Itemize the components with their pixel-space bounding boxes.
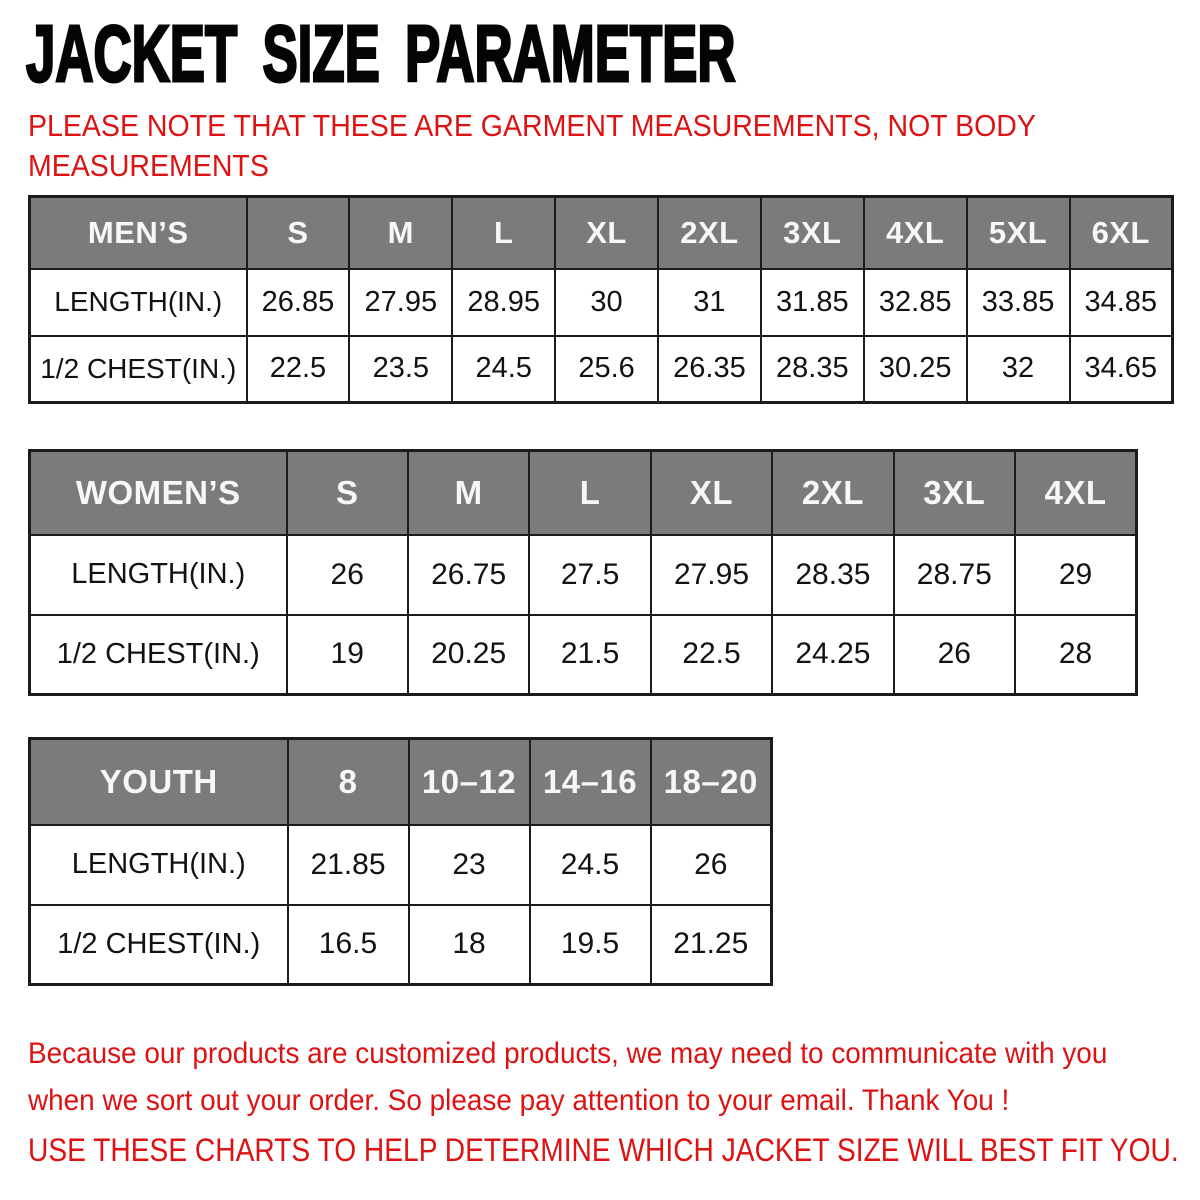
women-size-header: 3XL xyxy=(894,451,1015,535)
youth-measurement-value: 18 xyxy=(409,905,530,985)
women-measurement-value: 21.5 xyxy=(529,615,650,695)
men-measurement-value: 22.5 xyxy=(247,336,350,403)
women-size-header: 2XL xyxy=(772,451,893,535)
women-measurement-value: 26 xyxy=(287,535,408,615)
women-size-header: 4XL xyxy=(1015,451,1136,535)
men-size-header: 4XL xyxy=(864,197,967,269)
men-measurement-row xyxy=(30,336,1173,403)
note-line-1: PLEASE NOTE THAT THESE ARE GARMENT MEASUREMENTS, NOT BODY xyxy=(28,108,1036,143)
women-measurement-value: 28.75 xyxy=(894,535,1015,615)
men-measurement-row xyxy=(30,269,1173,336)
youth-measurement-value: 26 xyxy=(651,825,772,905)
youth-size-table xyxy=(28,737,773,986)
men-header-row xyxy=(30,197,1173,269)
men-size-header: 6XL xyxy=(1070,197,1173,269)
men-measurement-value: 24.5 xyxy=(452,336,555,403)
men-measurement-value: 28.95 xyxy=(452,269,555,336)
women-measurement-row xyxy=(30,615,1137,695)
men-size-header: 3XL xyxy=(761,197,864,269)
youth-row-label: LENGTH(IN.) xyxy=(30,825,288,905)
women-size-header: XL xyxy=(651,451,772,535)
women-row-label: 1/2 CHEST(IN.) xyxy=(30,615,287,695)
men-row-label: LENGTH(IN.) xyxy=(30,269,247,336)
youth-table-title: YOUTH xyxy=(30,739,288,825)
women-measurement-value: 19 xyxy=(287,615,408,695)
youth-size-header: 18–20 xyxy=(651,739,772,825)
men-measurement-value: 25.6 xyxy=(555,336,658,403)
men-size-header: L xyxy=(452,197,555,269)
youth-measurement-row xyxy=(30,905,772,985)
youth-measurement-value: 23 xyxy=(409,825,530,905)
men-size-header: XL xyxy=(555,197,658,269)
men-measurement-value: 33.85 xyxy=(967,269,1070,336)
womens-size-table xyxy=(28,449,1138,696)
youth-size-header: 14–16 xyxy=(530,739,651,825)
men-measurement-value: 26.35 xyxy=(658,336,761,403)
note-line-2: MEASUREMENTS xyxy=(28,148,269,183)
customization-note-line-1: Because our products are customized products, we may need to communicate with you xyxy=(28,1037,1108,1070)
women-measurement-row xyxy=(30,535,1137,615)
women-measurement-value: 22.5 xyxy=(651,615,772,695)
youth-size-header: 8 xyxy=(288,739,409,825)
men-measurement-value: 31.85 xyxy=(761,269,864,336)
customization-note-line-2: when we sort out your order. So please pay attention to your email. Thank You ! xyxy=(28,1084,1010,1117)
men-size-header: S xyxy=(247,197,350,269)
youth-measurement-row xyxy=(30,825,772,905)
women-size-header: S xyxy=(287,451,408,535)
women-table-title: WOMEN’S xyxy=(30,451,287,535)
youth-measurement-value: 21.85 xyxy=(288,825,409,905)
men-table-title: MEN’S xyxy=(30,197,247,269)
men-measurement-value: 32 xyxy=(967,336,1070,403)
youth-measurement-value: 19.5 xyxy=(530,905,651,985)
men-measurement-value: 31 xyxy=(658,269,761,336)
men-measurement-value: 30 xyxy=(555,269,658,336)
chart-usage-note: USE THESE CHARTS TO HELP DETERMINE WHICH JACKET SIZE WILL BEST FIT YOU. xyxy=(28,1132,1179,1168)
men-measurement-value: 34.85 xyxy=(1070,269,1173,336)
women-measurement-value: 26 xyxy=(894,615,1015,695)
youth-row-label: 1/2 CHEST(IN.) xyxy=(30,905,288,985)
mens-size-table xyxy=(28,195,1174,404)
men-measurement-value: 32.85 xyxy=(864,269,967,336)
youth-measurement-value: 24.5 xyxy=(530,825,651,905)
women-measurement-value: 26.75 xyxy=(408,535,529,615)
women-measurement-value: 28 xyxy=(1015,615,1136,695)
women-measurement-value: 27.5 xyxy=(529,535,650,615)
women-size-header: M xyxy=(408,451,529,535)
women-measurement-value: 24.25 xyxy=(772,615,893,695)
women-measurement-value: 28.35 xyxy=(772,535,893,615)
women-size-header: L xyxy=(529,451,650,535)
page-title: JACKET SIZE PARAMETER xyxy=(26,9,736,98)
women-header-row xyxy=(30,451,1137,535)
youth-measurement-value: 21.25 xyxy=(651,905,772,985)
men-row-label: 1/2 CHEST(IN.) xyxy=(30,336,247,403)
men-measurement-value: 27.95 xyxy=(349,269,452,336)
women-row-label: LENGTH(IN.) xyxy=(30,535,287,615)
women-measurement-value: 20.25 xyxy=(408,615,529,695)
women-measurement-value: 29 xyxy=(1015,535,1136,615)
men-size-header: 2XL xyxy=(658,197,761,269)
youth-header-row xyxy=(30,739,772,825)
men-size-header: M xyxy=(349,197,452,269)
women-measurement-value: 27.95 xyxy=(651,535,772,615)
men-measurement-value: 34.65 xyxy=(1070,336,1173,403)
garment-measurement-note xyxy=(28,106,1036,186)
youth-size-header: 10–12 xyxy=(409,739,530,825)
customization-note xyxy=(28,1030,1107,1124)
men-size-header: 5XL xyxy=(967,197,1070,269)
men-measurement-value: 30.25 xyxy=(864,336,967,403)
men-measurement-value: 26.85 xyxy=(247,269,350,336)
men-measurement-value: 28.35 xyxy=(761,336,864,403)
men-measurement-value: 23.5 xyxy=(349,336,452,403)
youth-measurement-value: 16.5 xyxy=(288,905,409,985)
